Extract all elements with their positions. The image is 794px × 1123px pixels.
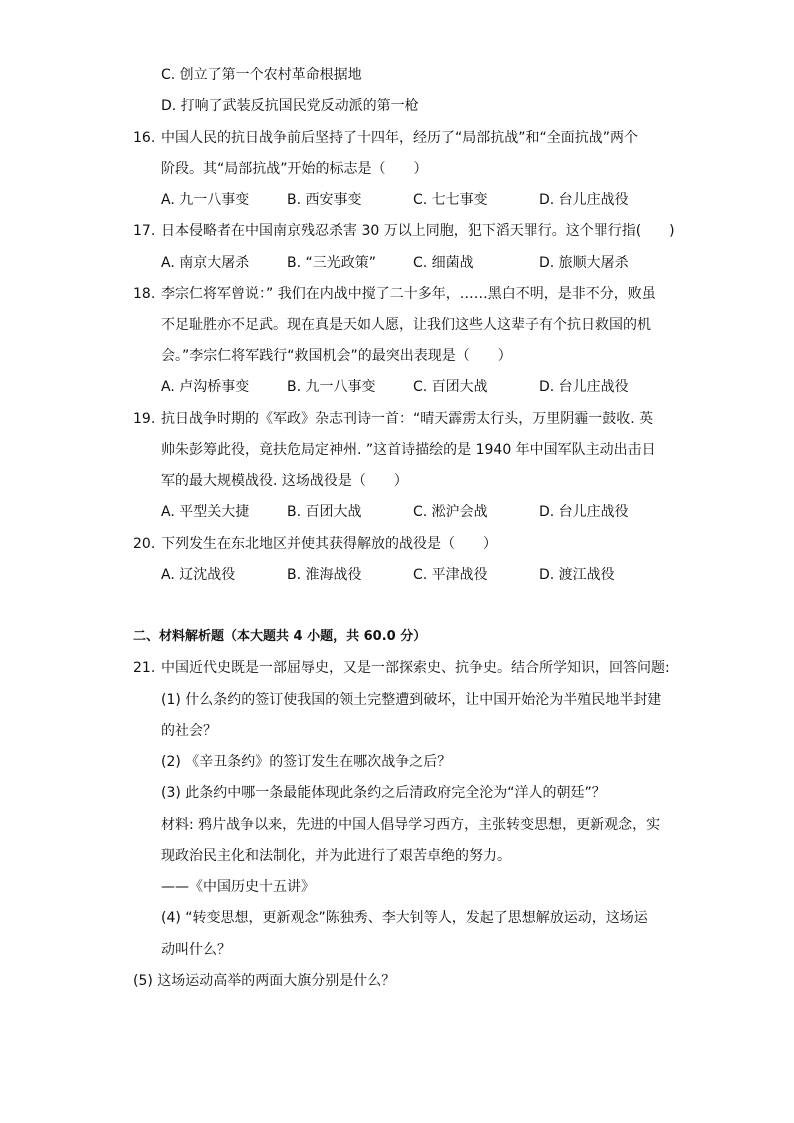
material-source: ——《中国历史十五讲》 [161,879,315,895]
sub-question-4: (4) “转变思想，更新观念”陈独秀、李大钊等人，发起了思想解放运动，这场运 [161,910,648,926]
question-20-text: 下列发生在东北地区并使其获得解放的战役是（ ） [161,536,497,552]
sub-question-5: (5) 这场运动高举的两面大旗分别是什么？ [133,973,396,989]
question-16-text-cont: 阶段。其“局部抗战”开始的标志是（ ） [161,161,428,177]
question-number: 18. [133,286,156,302]
question-17-text: 日本侵略者在中国南京残忍杀害 30 万以上同胞，犯下滔天罪行。这个罪行指( ) [161,223,675,239]
prev-option-c: C. 创立了第一个农村革命根据地 [161,67,362,83]
sub-question-4-cont: 动叫什么？ [161,942,231,958]
material-text-cont: 现政治民主化和法制化，并为此进行了艰苦卓绝的努力。 [161,848,511,864]
sub-question-1-cont: 的社会？ [161,723,217,739]
question-21-text: 中国近代史既是一部屈辱史，又是一部探索史、抗争史。结合所学知识，回答问题: [161,660,670,676]
option-a: A. 南京大屠杀 [161,255,250,271]
option-a: A. 卢沟桥事变 [161,379,250,395]
option-c: C. 七七事变 [413,192,488,208]
sub-question-3: (3) 此条约中哪一条最能体现此条约之后清政府完全沦为“洋人的朝廷”？ [161,785,606,801]
option-c: C. 百团大战 [413,379,488,395]
prev-option-d: D. 打响了武装反抗国民党反动派的第一枪 [161,98,419,114]
option-c: C. 平津战役 [413,567,488,583]
option-d: D. 台儿庄战役 [539,379,629,395]
sub-question-1: (1) 什么条约的签订使我国的领土完整遭到破坏，让中国开始沦为半殖民地半封建 [161,692,662,708]
material-text: 材料: 鸦片战争以来，先进的中国人倡导学习西方，主张转变思想，更新观念，实 [161,817,661,833]
option-b: B. 九一八事变 [287,379,376,395]
option-d: D. 渡江战役 [539,567,615,583]
question-number: 17. [133,223,156,239]
option-d: D. 旅顺大屠杀 [539,255,629,271]
question-number: 21. [133,660,156,676]
option-d: D. 台儿庄战役 [539,192,629,208]
section-title: 二、材料解析题（本大题共 4 小题，共 60.0 分） [133,629,427,644]
question-number: 20. [133,536,156,552]
option-d: D. 台儿庄战役 [539,504,629,520]
option-c: C. 淞沪会战 [413,504,488,520]
option-c: C. 细菌战 [413,255,474,271]
question-18-text: 李宗仁将军曾说：” 我们在内战中搅了二十多年，……黑白不明，是非不分，败虽 [161,286,656,302]
question-19-text-cont: 军的最大规模战役. 这场战役是（ ） [161,473,408,489]
option-b: B. 淮海战役 [287,567,362,583]
question-18-text-cont: 会。”李宗仁将军践行“救国机会”的最突出表现是（ ） [161,348,512,364]
option-b: B. 西安事变 [287,192,362,208]
option-b: B. 百团大战 [287,504,362,520]
option-a: A. 辽沈战役 [161,567,236,583]
question-number: 16. [133,130,156,146]
question-number: 19. [133,411,156,427]
question-16-text: 中国人民的抗日战争前后坚持了十四年，经历了“局部抗战”和“全面抗战”两个 [161,130,639,146]
option-a: A. 九一八事变 [161,192,250,208]
option-a: A. 平型关大捷 [161,504,250,520]
option-b: B. “三光政策” [287,255,377,271]
question-19-text-cont: 帅朱彭筹此役，竟扶危局定神州. ”这首诗描绘的是 1940 年中国军队主动出击日 [161,442,656,458]
question-18-text-cont: 不足耻胜亦不足武。现在真是天如人愿，让我们这些人这辈子有个抗日救国的机 [161,317,651,333]
sub-question-2: (2) 《辛丑条约》的签订发生在哪次战争之后？ [161,754,452,770]
question-19-text: 抗日战争时期的《军政》杂志刊诗一首：“晴天霹雳太行头，万里阴霾一鼓收. 英 [161,411,654,427]
